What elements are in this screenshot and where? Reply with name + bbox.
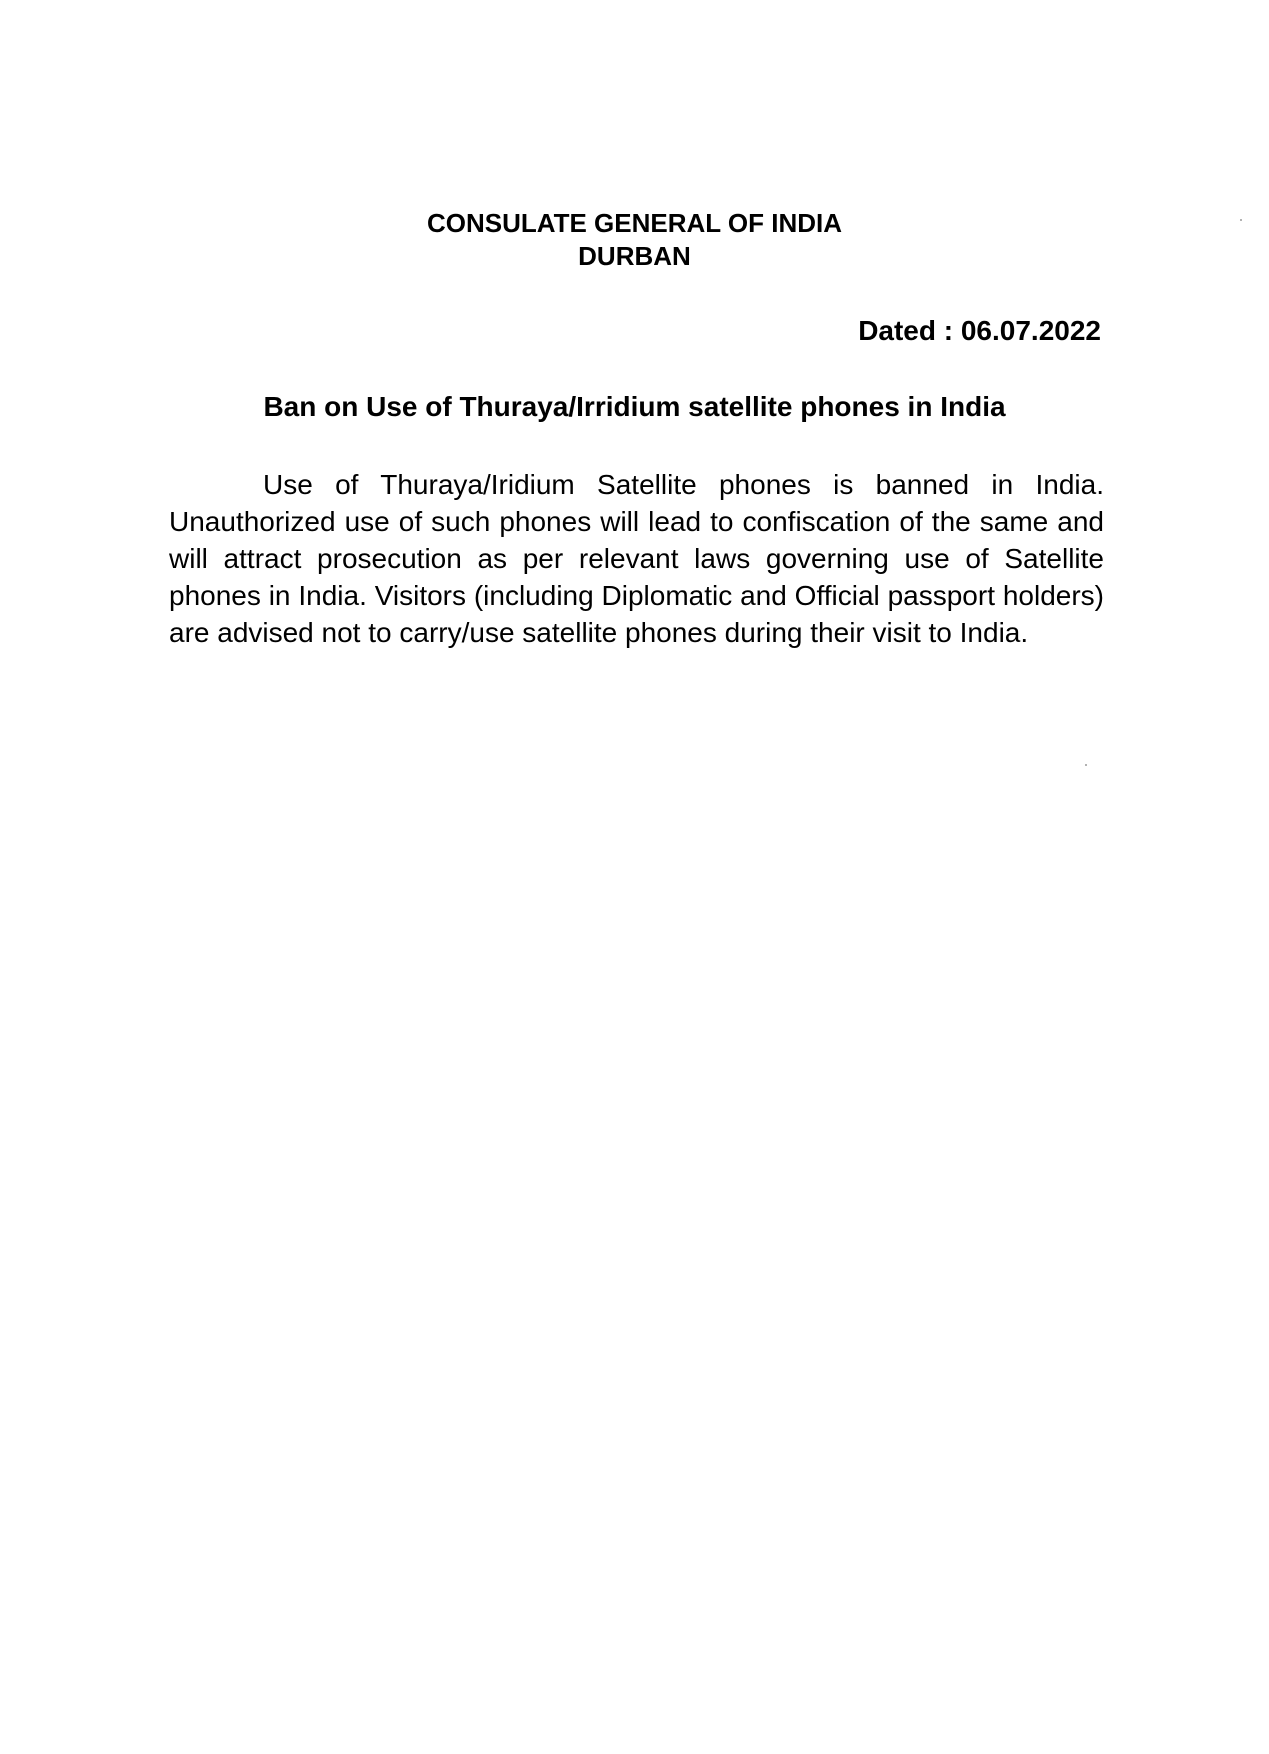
organization-city: DURBAN	[578, 241, 691, 271]
subject-heading: Ban on Use of Thuraya/Irridium satellite phones in India	[263, 391, 1006, 422]
date-line: Dated : 06.07.2022	[858, 315, 1101, 346]
organization-name: CONSULATE GENERAL OF INDIA	[426, 208, 843, 238]
scan-speck	[1085, 764, 1087, 766]
scan-speck	[1240, 219, 1242, 221]
notice-body: Use of Thuraya/Iridium Satellite phones is banned in India. Unauthorized use of such phones will lead to confiscation of the same and will attract prosecution as per relevant laws governing use of Satellite phones in India. Visitors (including Diplomatic and Official passport holders) are advised not to carry/use satellite phones during their visit to India.	[169, 469, 1104, 648]
